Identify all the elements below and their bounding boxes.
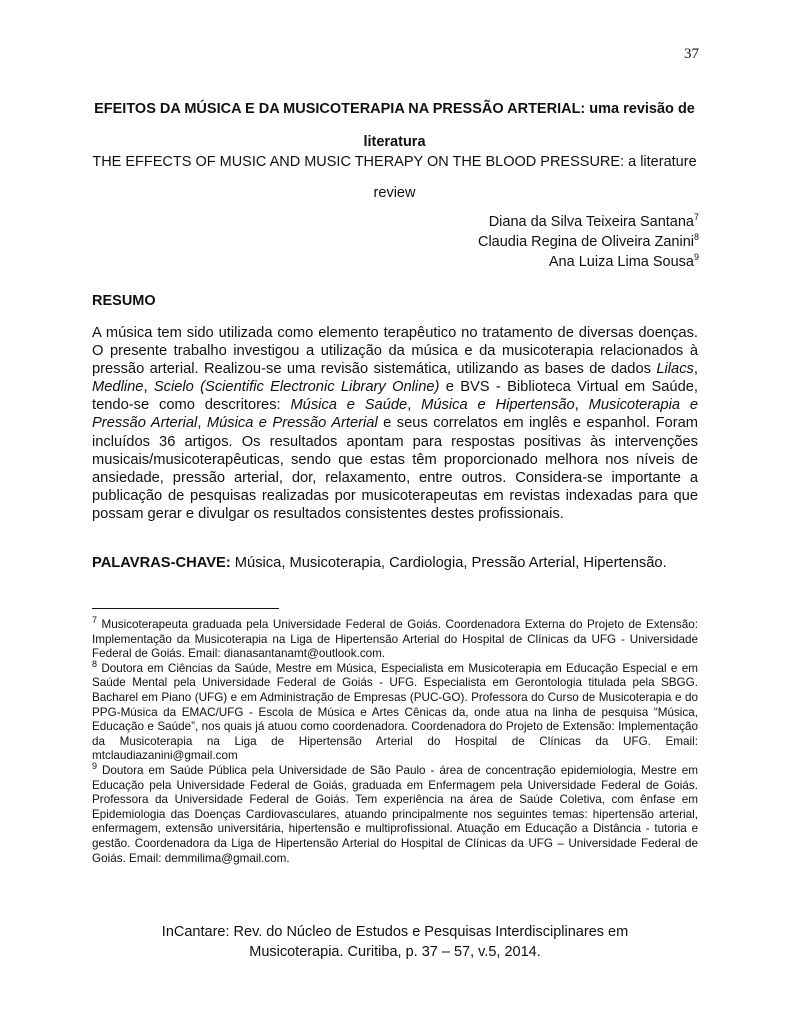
title-portuguese: EFEITOS DA MÚSICA E DA MUSICOTERAPIA NA PRESSÃO ARTERIAL: uma revisão de literatura xyxy=(94,101,695,150)
footnote-mark: 7 xyxy=(92,615,98,626)
database-medline: Medline xyxy=(92,379,144,396)
abstract-text: A música tem sido utilizada como elemento terapêutico no tratamento de diversas doenças. O presente trabalho investigou a utilização da música e da musicoterapia relacionados à pressão arterial. Realizou-se uma revisão sistemática, utilizando as bases de dados xyxy=(92,325,698,378)
footnotes xyxy=(92,615,698,866)
footnote-text: Musicoterapeuta graduada pela Universidade Federal de Goiás. Coordenadora Externa do Projeto de Extensão: Implementação da Musicoterapia na Liga de Hipertensão Arterial do Hospital de Clínicas da UFG - Universidade Federal de Goiás. Email: dianasantanamt@outlook.com. xyxy=(92,618,698,661)
abstract-separator: , xyxy=(143,379,154,396)
author-name: Diana da Silva Teixeira Santana xyxy=(488,214,694,230)
keywords-label: PALAVRAS-CHAVE: xyxy=(92,555,231,571)
abstract-text: e BVS - Biblioteca Virtual em Saúde, tendo-se como descritores: xyxy=(92,379,698,414)
author-sousa xyxy=(478,252,699,272)
abstract-paragraph xyxy=(92,324,698,523)
footnote-7 xyxy=(92,615,698,662)
footnote-8 xyxy=(92,658,698,764)
abstract-text: e seus correlatos em inglês e espanhol. Foram incluídos 36 artigos. Os resultados apontam para respostas positivas às intervenções musicais/musicoterapêuticas, sendo que estas têm proporcionado melhora nos níveis de ansiedade, pressão arterial, dor, relaxamento, entre outros. Considera-se importante a publicação de pesquisas realizadas por musicoterapeutas em revistas indexadas para que possam gerar e divulgar os resultados consistentes destes profissionais. xyxy=(92,415,698,522)
author-santana xyxy=(478,212,699,232)
descriptor: Música e Pressão Arterial xyxy=(206,415,378,432)
footnote-text: Doutora em Ciências da Saúde, Mestre em Música, Especialista em Musicoterapia em Educação Especial e em Saúde Mental pela Universidade Federal de Goiás - UFG. Especialista em Gerontologia titulada pela SBGG. Bacharel em Piano (UFG) e em Administração de Empresas (PUC-GO). Professora do Curso de Musicoterapia e do PPG-Música da EMAC/UFG - Escola de Música e Artes Cênicas da, onde atua na linha de pesquisa “Música, Educação e Saúde”, nos quais já atuou como coordenadora. Coordenadora do Projeto de Extensão: Implementação da Musicoterapia na Liga de Hipertensão Arterial do Hospital de Clínicas da UFG. Email: mtclaudiazanini@gmail.com xyxy=(92,661,698,763)
journal-citation-line: InCantare: Rev. do Núcleo de Estudos e Pesquisas Interdisciplinares em xyxy=(161,924,629,940)
title-english: THE EFFECTS OF MUSIC AND MUSIC THERAPY ON THE BLOOD PRESSURE: a literature review xyxy=(92,154,697,201)
descriptor: Música e Hipertensão xyxy=(421,397,575,414)
keywords xyxy=(92,554,698,573)
author-name: Ana Luiza Lima Sousa xyxy=(548,254,694,270)
author-footnote-mark[interactable]: 8 xyxy=(693,232,699,243)
journal-citation-footer xyxy=(92,922,698,962)
database-scielo: Scielo (Scientific Electronic Library Online) xyxy=(153,379,440,396)
abstract-heading: RESUMO xyxy=(92,293,156,309)
footnote-mark: 8 xyxy=(92,658,98,669)
author-list xyxy=(478,212,699,272)
footnote-separator xyxy=(92,608,279,609)
page-number: 37 xyxy=(684,46,699,62)
abstract-separator: , xyxy=(574,397,589,414)
footnote-text: Doutora em Saúde Pública pela Universidade de São Paulo - área de concentração epidemiologia, Mestre em Educação pela Universidade Federal de Goiás, graduada em Enfermagem pela Universidade Federal de Goiás. Professora da Universidade Federal de Goiás. Tem experiência na área de Saúde Coletiva, com ênfase em Epidemiologia das Doenças Cardiovasculares, atuando principalmente nos seguintes temas: hipertensão arterial, enfermagem, extensão universitária, hipertensão e multiprofissional. Atuação em Educação a Distância - tutoria e gestão. Coordenadora da Liga de Hipertensão Arterial do Hospital de Clínicas da UFG – Universidade Federal de Goiás. Email: demmilima@gmail.com. xyxy=(92,763,698,865)
abstract-separator: , xyxy=(197,415,207,432)
database-lilacs: Lilacs xyxy=(656,361,694,378)
author-footnote-mark[interactable]: 7 xyxy=(693,212,699,223)
author-zanini xyxy=(478,232,699,252)
descriptor: Música e Saúde xyxy=(290,397,408,414)
footnote-mark: 9 xyxy=(92,761,98,772)
journal-citation-line: Musicoterapia. Curitiba, p. 37 – 57, v.5, 2014. xyxy=(249,944,541,960)
abstract-separator: , xyxy=(407,397,422,414)
abstract-separator: , xyxy=(693,361,698,378)
descriptor: Musicoterapia e Pressão Arterial xyxy=(92,397,698,432)
author-name: Claudia Regina de Oliveira Zanini xyxy=(477,234,694,250)
keywords-text: Música, Musicoterapia, Cardiologia, Pressão Arterial, Hipertensão. xyxy=(230,555,667,571)
author-footnote-mark[interactable]: 9 xyxy=(693,252,699,263)
footnote-9 xyxy=(92,761,698,866)
